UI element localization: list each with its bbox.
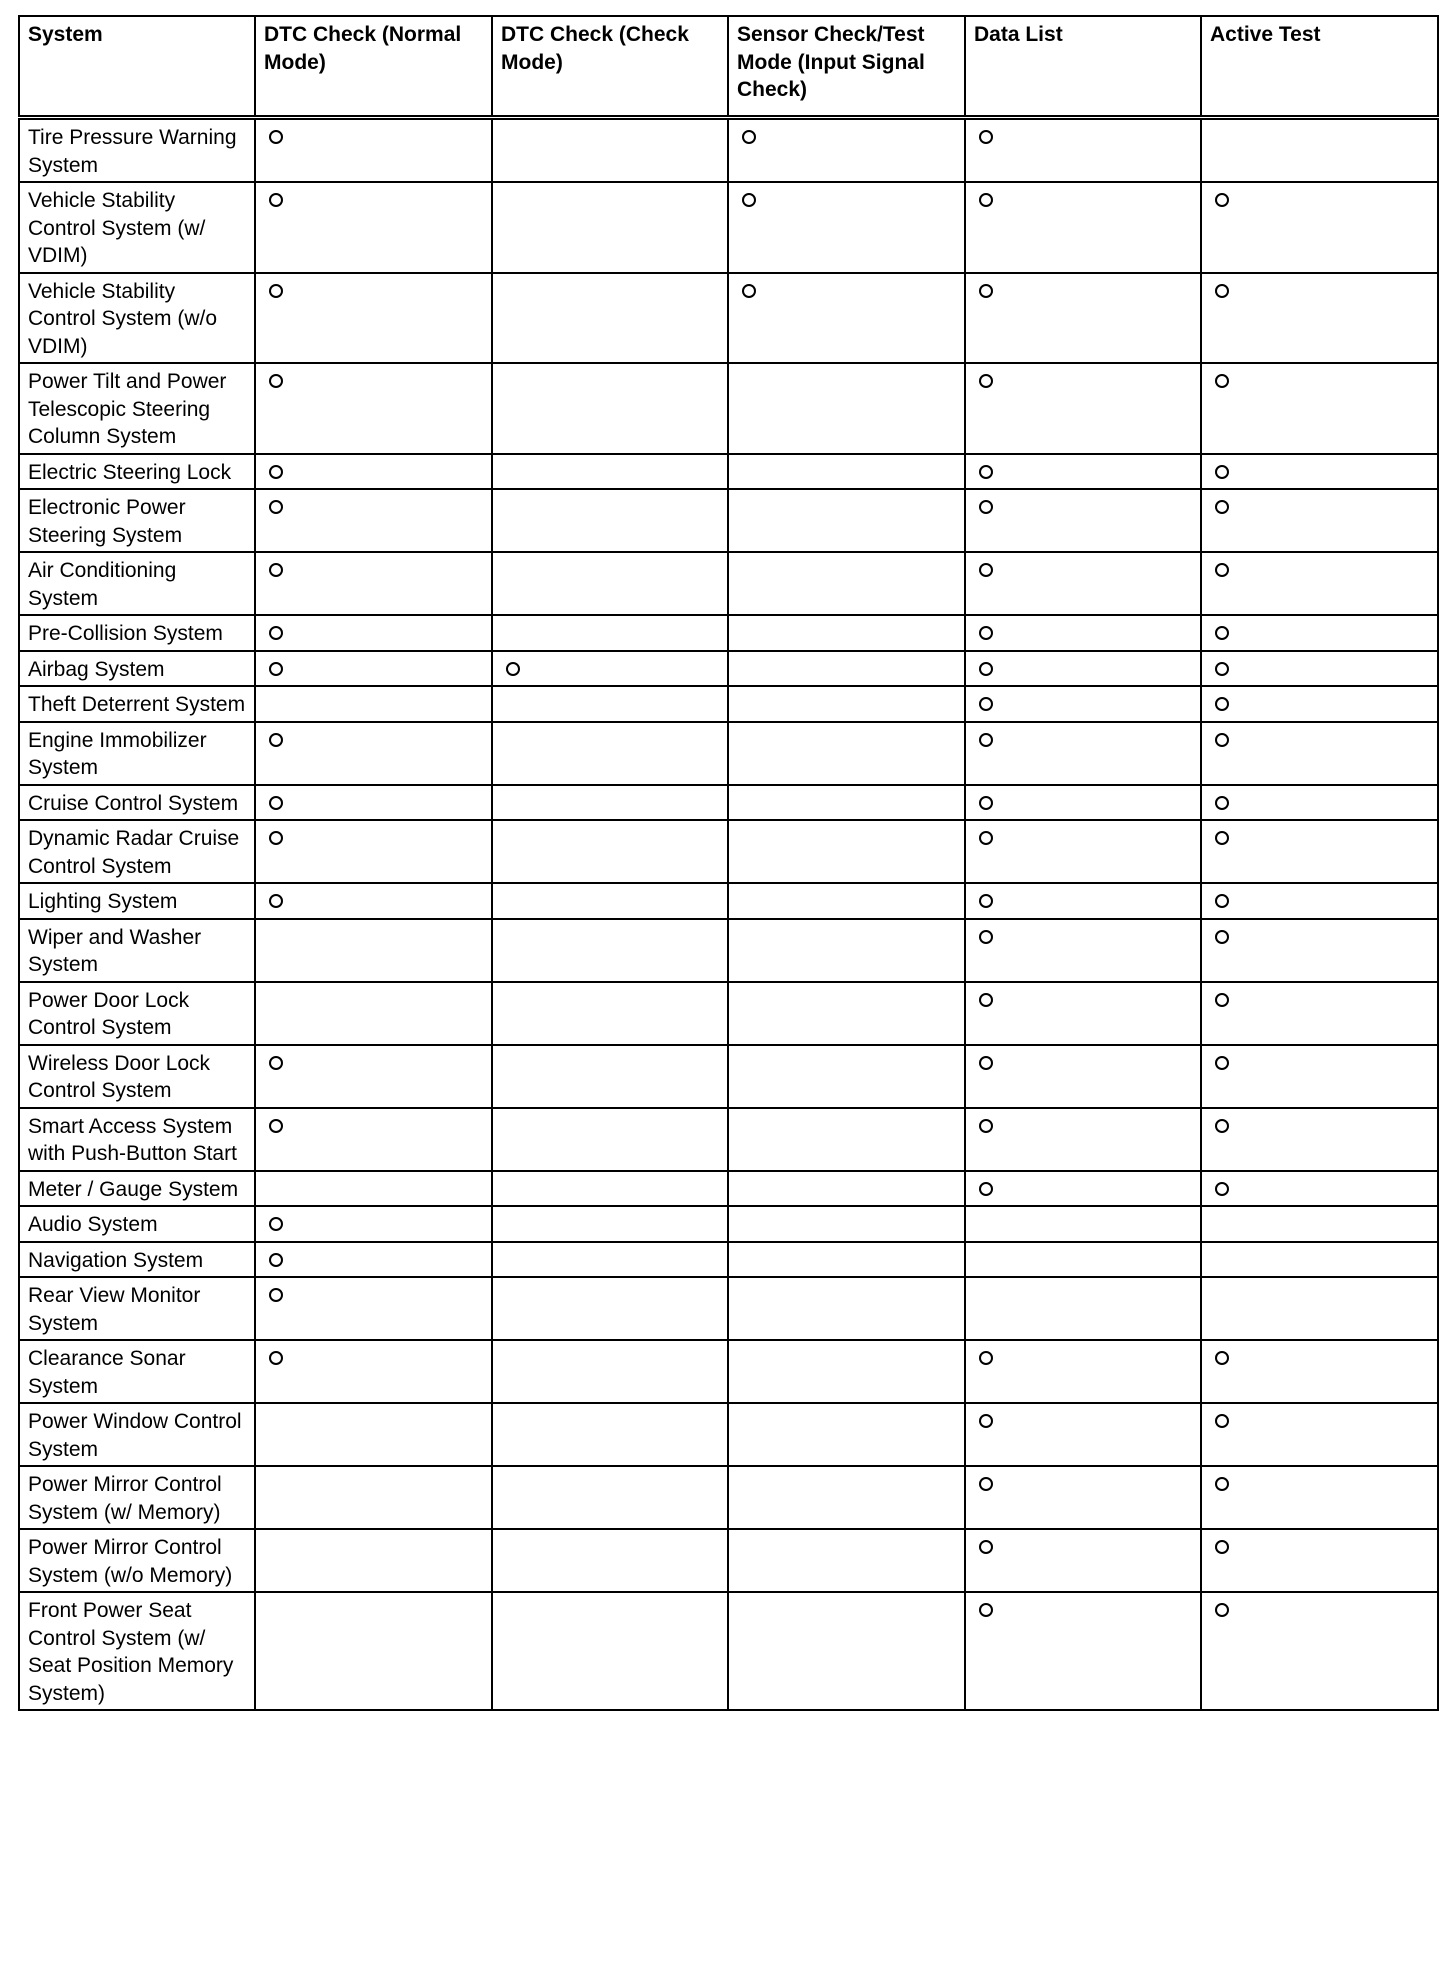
table-row xyxy=(19,552,1438,615)
supported-circle-icon xyxy=(269,831,283,845)
supported-circle-icon xyxy=(979,1182,993,1196)
cell-sensor-check xyxy=(728,1340,965,1403)
cell-active-test xyxy=(1201,273,1438,364)
cell-active-test xyxy=(1201,883,1438,919)
system-name-cell: Pre-Collision System xyxy=(19,615,255,651)
table-row xyxy=(19,686,1438,722)
table-row xyxy=(19,982,1438,1045)
table-row xyxy=(19,1206,1438,1242)
cell-sensor-check xyxy=(728,1206,965,1242)
cell-data-list xyxy=(965,919,1201,982)
cell-data-list xyxy=(965,118,1201,183)
supported-circle-icon xyxy=(269,662,283,676)
cell-dtc-normal xyxy=(255,273,492,364)
supported-circle-icon xyxy=(269,284,283,298)
system-name-cell: Lighting System xyxy=(19,883,255,919)
supported-circle-icon xyxy=(1215,894,1229,908)
table-row xyxy=(19,363,1438,454)
system-name-cell: Clearance Sonar System xyxy=(19,1340,255,1403)
cell-dtc-normal xyxy=(255,1340,492,1403)
cell-dtc-check xyxy=(492,883,728,919)
supported-circle-icon xyxy=(269,1253,283,1267)
system-name-cell: Airbag System xyxy=(19,651,255,687)
cell-active-test xyxy=(1201,785,1438,821)
cell-active-test xyxy=(1201,1242,1438,1278)
cell-dtc-check xyxy=(492,785,728,821)
cell-data-list xyxy=(965,1403,1201,1466)
table-row xyxy=(19,1045,1438,1108)
supported-circle-icon xyxy=(979,563,993,577)
supported-circle-icon xyxy=(979,733,993,747)
cell-data-list xyxy=(965,1277,1201,1340)
cell-active-test xyxy=(1201,722,1438,785)
system-name-cell: Power Window Control System xyxy=(19,1403,255,1466)
supported-circle-icon xyxy=(979,1414,993,1428)
table-row xyxy=(19,1466,1438,1529)
cell-data-list xyxy=(965,1529,1201,1592)
cell-dtc-check xyxy=(492,1171,728,1207)
supported-circle-icon xyxy=(979,1119,993,1133)
supported-circle-icon xyxy=(979,500,993,514)
supported-circle-icon xyxy=(1215,1414,1229,1428)
cell-data-list xyxy=(965,1171,1201,1207)
supported-circle-icon xyxy=(269,465,283,479)
cell-data-list xyxy=(965,785,1201,821)
table-row xyxy=(19,1340,1438,1403)
supported-circle-icon xyxy=(979,697,993,711)
system-name-cell: Dynamic Radar Cruise Control System xyxy=(19,820,255,883)
cell-dtc-normal xyxy=(255,1108,492,1171)
supported-circle-icon xyxy=(979,284,993,298)
cell-data-list xyxy=(965,1206,1201,1242)
cell-active-test xyxy=(1201,1277,1438,1340)
supported-circle-icon xyxy=(1215,831,1229,845)
supported-circle-icon xyxy=(1215,733,1229,747)
header-dtc-normal: DTC Check (Normal Mode) xyxy=(255,16,492,118)
cell-data-list xyxy=(965,454,1201,490)
supported-circle-icon xyxy=(1215,1540,1229,1554)
supported-circle-icon xyxy=(269,733,283,747)
cell-dtc-normal xyxy=(255,785,492,821)
cell-data-list xyxy=(965,820,1201,883)
supported-circle-icon xyxy=(979,1056,993,1070)
table-row xyxy=(19,919,1438,982)
system-name-cell: Navigation System xyxy=(19,1242,255,1278)
cell-dtc-check xyxy=(492,919,728,982)
system-name-cell: Vehicle Stability Control System (w/ VDIM) xyxy=(19,182,255,273)
cell-data-list xyxy=(965,1045,1201,1108)
cell-dtc-check xyxy=(492,1206,728,1242)
cell-dtc-normal xyxy=(255,552,492,615)
supported-circle-icon xyxy=(269,500,283,514)
table-row xyxy=(19,1277,1438,1340)
cell-dtc-check xyxy=(492,982,728,1045)
supported-circle-icon xyxy=(1215,1351,1229,1365)
cell-active-test xyxy=(1201,982,1438,1045)
cell-data-list xyxy=(965,1466,1201,1529)
system-name-cell: Air Conditioning System xyxy=(19,552,255,615)
supported-circle-icon xyxy=(979,1477,993,1491)
cell-sensor-check xyxy=(728,1592,965,1710)
cell-data-list xyxy=(965,883,1201,919)
supported-circle-icon xyxy=(269,1056,283,1070)
cell-dtc-check xyxy=(492,1108,728,1171)
system-name-cell: Front Power Seat Control System (w/ Seat Position Memory System) xyxy=(19,1592,255,1710)
cell-dtc-check xyxy=(492,489,728,552)
table-row xyxy=(19,1171,1438,1207)
cell-dtc-normal xyxy=(255,651,492,687)
cell-sensor-check xyxy=(728,182,965,273)
cell-active-test xyxy=(1201,615,1438,651)
cell-dtc-check xyxy=(492,615,728,651)
supported-circle-icon xyxy=(1215,465,1229,479)
supported-circle-icon xyxy=(1215,796,1229,810)
cell-active-test xyxy=(1201,363,1438,454)
cell-sensor-check xyxy=(728,1108,965,1171)
supported-circle-icon xyxy=(269,626,283,640)
table-row xyxy=(19,722,1438,785)
cell-data-list xyxy=(965,686,1201,722)
cell-data-list xyxy=(965,651,1201,687)
header-dtc-check: DTC Check (Check Mode) xyxy=(492,16,728,118)
cell-sensor-check xyxy=(728,883,965,919)
supported-circle-icon xyxy=(979,1351,993,1365)
cell-active-test xyxy=(1201,1045,1438,1108)
system-name-cell: Electronic Power Steering System xyxy=(19,489,255,552)
header-row xyxy=(19,16,1438,118)
cell-sensor-check xyxy=(728,785,965,821)
system-name-cell: Electric Steering Lock xyxy=(19,454,255,490)
header-system: System xyxy=(19,16,255,118)
table-row xyxy=(19,1242,1438,1278)
cell-dtc-check xyxy=(492,273,728,364)
cell-dtc-normal xyxy=(255,615,492,651)
cell-active-test xyxy=(1201,820,1438,883)
cell-dtc-check xyxy=(492,454,728,490)
cell-data-list xyxy=(965,489,1201,552)
cell-data-list xyxy=(965,1108,1201,1171)
system-name-cell: Wireless Door Lock Control System xyxy=(19,1045,255,1108)
cell-active-test xyxy=(1201,1466,1438,1529)
cell-sensor-check xyxy=(728,722,965,785)
system-name-cell: Engine Immobilizer System xyxy=(19,722,255,785)
supported-circle-icon xyxy=(979,662,993,676)
cell-sensor-check xyxy=(728,820,965,883)
cell-data-list xyxy=(965,273,1201,364)
supported-circle-icon xyxy=(979,796,993,810)
table-row xyxy=(19,1108,1438,1171)
cell-active-test xyxy=(1201,919,1438,982)
cell-active-test xyxy=(1201,1592,1438,1710)
supported-circle-icon xyxy=(979,993,993,1007)
cell-dtc-normal xyxy=(255,1206,492,1242)
supported-circle-icon xyxy=(979,626,993,640)
cell-dtc-normal xyxy=(255,1171,492,1207)
supported-circle-icon xyxy=(1215,1603,1229,1617)
cell-sensor-check xyxy=(728,363,965,454)
cell-sensor-check xyxy=(728,454,965,490)
system-name-cell: Power Mirror Control System (w/o Memory) xyxy=(19,1529,255,1592)
system-name-cell: Power Tilt and Power Telescopic Steering Column System xyxy=(19,363,255,454)
cell-data-list xyxy=(965,1340,1201,1403)
cell-dtc-check xyxy=(492,1403,728,1466)
header-active-test: Active Test xyxy=(1201,16,1438,118)
supported-circle-icon xyxy=(269,796,283,810)
cell-data-list xyxy=(965,722,1201,785)
system-name-cell: Vehicle Stability Control System (w/o VDIM) xyxy=(19,273,255,364)
cell-sensor-check xyxy=(728,686,965,722)
cell-dtc-normal xyxy=(255,1592,492,1710)
cell-sensor-check xyxy=(728,651,965,687)
supported-circle-icon xyxy=(269,1217,283,1231)
cell-dtc-check xyxy=(492,552,728,615)
supported-circle-icon xyxy=(1215,697,1229,711)
supported-circle-icon xyxy=(979,1540,993,1554)
cell-dtc-check xyxy=(492,1592,728,1710)
cell-dtc-check xyxy=(492,1242,728,1278)
cell-active-test xyxy=(1201,118,1438,183)
cell-active-test xyxy=(1201,1108,1438,1171)
cell-dtc-check xyxy=(492,686,728,722)
cell-data-list xyxy=(965,982,1201,1045)
table-row xyxy=(19,273,1438,364)
cell-active-test xyxy=(1201,454,1438,490)
cell-sensor-check xyxy=(728,615,965,651)
supported-circle-icon xyxy=(269,563,283,577)
supported-circle-icon xyxy=(979,374,993,388)
cell-sensor-check xyxy=(728,1045,965,1108)
table-row xyxy=(19,182,1438,273)
cell-dtc-check xyxy=(492,1466,728,1529)
table-row xyxy=(19,489,1438,552)
cell-dtc-normal xyxy=(255,919,492,982)
cell-dtc-normal xyxy=(255,1277,492,1340)
cell-dtc-normal xyxy=(255,883,492,919)
supported-circle-icon xyxy=(269,1351,283,1365)
table-body xyxy=(19,118,1438,1711)
supported-circle-icon xyxy=(1215,374,1229,388)
table-row xyxy=(19,785,1438,821)
cell-sensor-check xyxy=(728,552,965,615)
supported-circle-icon xyxy=(742,284,756,298)
supported-circle-icon xyxy=(979,465,993,479)
cell-dtc-check xyxy=(492,118,728,183)
system-name-cell: Power Door Lock Control System xyxy=(19,982,255,1045)
cell-dtc-normal xyxy=(255,1242,492,1278)
system-name-cell: Power Mirror Control System (w/ Memory) xyxy=(19,1466,255,1529)
system-name-cell: Meter / Gauge System xyxy=(19,1171,255,1207)
cell-dtc-normal xyxy=(255,454,492,490)
cell-active-test xyxy=(1201,651,1438,687)
cell-dtc-check xyxy=(492,651,728,687)
supported-circle-icon xyxy=(742,130,756,144)
cell-dtc-check xyxy=(492,1529,728,1592)
cell-dtc-normal xyxy=(255,820,492,883)
table-row xyxy=(19,1529,1438,1592)
system-name-cell: Audio System xyxy=(19,1206,255,1242)
cell-dtc-check xyxy=(492,820,728,883)
cell-dtc-normal xyxy=(255,118,492,183)
cell-sensor-check xyxy=(728,489,965,552)
table-row xyxy=(19,883,1438,919)
cell-dtc-normal xyxy=(255,1466,492,1529)
supported-circle-icon xyxy=(269,130,283,144)
table-row xyxy=(19,820,1438,883)
supported-circle-icon xyxy=(979,1603,993,1617)
cell-dtc-check xyxy=(492,722,728,785)
cell-dtc-normal xyxy=(255,686,492,722)
cell-active-test xyxy=(1201,489,1438,552)
supported-circle-icon xyxy=(979,930,993,944)
table-row xyxy=(19,651,1438,687)
supported-circle-icon xyxy=(979,894,993,908)
cell-data-list xyxy=(965,552,1201,615)
cell-sensor-check xyxy=(728,1529,965,1592)
cell-dtc-check xyxy=(492,1277,728,1340)
cell-data-list xyxy=(965,182,1201,273)
table-row xyxy=(19,1592,1438,1710)
cell-dtc-check xyxy=(492,1340,728,1403)
supported-circle-icon xyxy=(506,662,520,676)
system-name-cell: Wiper and Washer System xyxy=(19,919,255,982)
table-row xyxy=(19,118,1438,183)
supported-circle-icon xyxy=(742,193,756,207)
cell-data-list xyxy=(965,615,1201,651)
system-name-cell: Smart Access System with Push-Button Start xyxy=(19,1108,255,1171)
system-name-cell: Cruise Control System xyxy=(19,785,255,821)
cell-data-list xyxy=(965,1592,1201,1710)
table-row xyxy=(19,454,1438,490)
cell-sensor-check xyxy=(728,1171,965,1207)
cell-active-test xyxy=(1201,686,1438,722)
cell-dtc-normal xyxy=(255,982,492,1045)
supported-circle-icon xyxy=(1215,626,1229,640)
cell-sensor-check xyxy=(728,118,965,183)
supported-circle-icon xyxy=(1215,284,1229,298)
cell-dtc-normal xyxy=(255,1403,492,1466)
supported-circle-icon xyxy=(1215,193,1229,207)
supported-circle-icon xyxy=(1215,1477,1229,1491)
cell-sensor-check xyxy=(728,1466,965,1529)
system-name-cell: Tire Pressure Warning System xyxy=(19,118,255,183)
system-name-cell: Rear View Monitor System xyxy=(19,1277,255,1340)
supported-circle-icon xyxy=(979,130,993,144)
supported-circle-icon xyxy=(1215,662,1229,676)
system-name-cell: Theft Deterrent System xyxy=(19,686,255,722)
system-function-table xyxy=(18,15,1439,1711)
supported-circle-icon xyxy=(269,1288,283,1302)
cell-dtc-check xyxy=(492,182,728,273)
header-data-list: Data List xyxy=(965,16,1201,118)
cell-data-list xyxy=(965,1242,1201,1278)
cell-dtc-normal xyxy=(255,182,492,273)
cell-active-test xyxy=(1201,552,1438,615)
cell-active-test xyxy=(1201,182,1438,273)
header-sensor-check: Sensor Check/Test Mode (Input Signal Check) xyxy=(728,16,965,118)
cell-active-test xyxy=(1201,1206,1438,1242)
supported-circle-icon xyxy=(269,894,283,908)
supported-circle-icon xyxy=(1215,1056,1229,1070)
supported-circle-icon xyxy=(1215,563,1229,577)
supported-circle-icon xyxy=(1215,1119,1229,1133)
cell-dtc-normal xyxy=(255,489,492,552)
cell-active-test xyxy=(1201,1403,1438,1466)
table-row xyxy=(19,1403,1438,1466)
cell-dtc-check xyxy=(492,1045,728,1108)
supported-circle-icon xyxy=(269,193,283,207)
cell-sensor-check xyxy=(728,919,965,982)
cell-active-test xyxy=(1201,1529,1438,1592)
supported-circle-icon xyxy=(1215,993,1229,1007)
table-row xyxy=(19,615,1438,651)
cell-sensor-check xyxy=(728,1277,965,1340)
cell-dtc-normal xyxy=(255,1045,492,1108)
cell-dtc-normal xyxy=(255,722,492,785)
supported-circle-icon xyxy=(979,193,993,207)
cell-sensor-check xyxy=(728,1242,965,1278)
supported-circle-icon xyxy=(979,831,993,845)
supported-circle-icon xyxy=(1215,500,1229,514)
cell-sensor-check xyxy=(728,273,965,364)
cell-sensor-check xyxy=(728,1403,965,1466)
cell-active-test xyxy=(1201,1340,1438,1403)
supported-circle-icon xyxy=(1215,930,1229,944)
cell-data-list xyxy=(965,363,1201,454)
supported-circle-icon xyxy=(269,1119,283,1133)
cell-dtc-normal xyxy=(255,363,492,454)
cell-active-test xyxy=(1201,1171,1438,1207)
supported-circle-icon xyxy=(269,374,283,388)
supported-circle-icon xyxy=(1215,1182,1229,1196)
cell-sensor-check xyxy=(728,982,965,1045)
cell-dtc-check xyxy=(492,363,728,454)
cell-dtc-normal xyxy=(255,1529,492,1592)
